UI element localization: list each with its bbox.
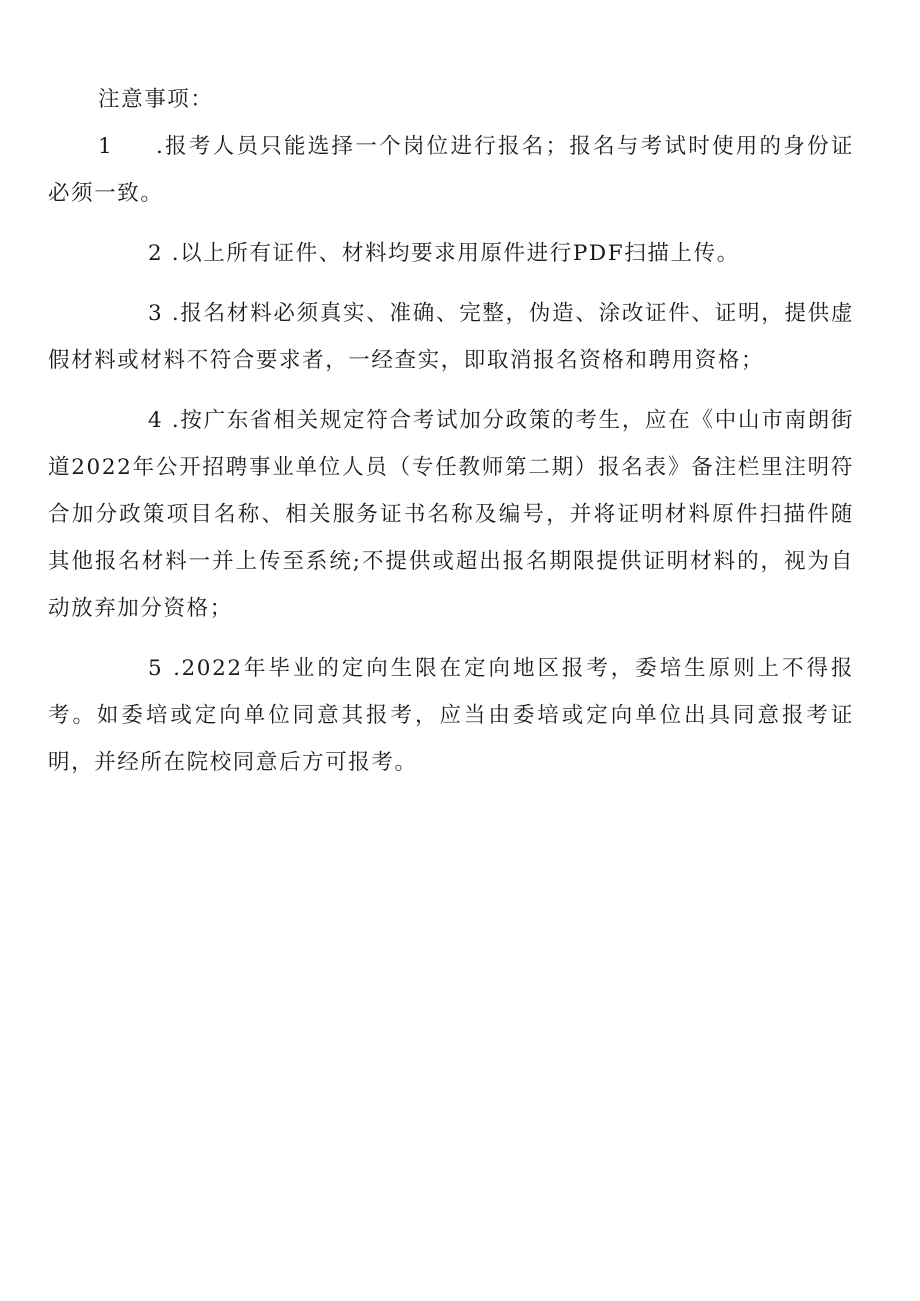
notice-item-4 bbox=[48, 397, 854, 632]
notice-item-3 bbox=[48, 290, 854, 384]
item-number: 2 bbox=[148, 241, 164, 266]
item-number: 4 bbox=[148, 408, 164, 433]
item-text: .报名材料必须真实、准确、完整，伪造、涂改证件、证明，提供虚假材料或材料不符合要求者，一经查实，即取消报名资格和聘用资格； bbox=[48, 301, 855, 373]
item-number: 5 bbox=[148, 656, 164, 681]
notice-heading: 注意事项： bbox=[98, 87, 214, 112]
item-text: .报考人员只能选择一个岗位进行报名；报名与考试时使用的身份证必须一致。 bbox=[48, 134, 854, 206]
document-page bbox=[48, 76, 854, 799]
item-text: .2022年毕业的定向生限在定向地区报考，委培生原则上不得报考。如委培或定向单位同意其报考，应当由委培或定向单位出具同意报考证明，并经所在院校同意后方可报考。 bbox=[48, 656, 854, 775]
notice-item-1 bbox=[48, 123, 854, 217]
item-text: .以上所有证件、材料均要求用原件进行PDF扫描上传。 bbox=[171, 241, 740, 266]
notice-item-2 bbox=[48, 230, 854, 277]
item-text: .按广东省相关规定符合考试加分政策的考生，应在《中山市南朗街道2022年公开招聘事业单位人员（专任教师第二期）报名表》备注栏里注明符合加分政策项目名称、相关服务证书名称及编号，并将证明材料原件扫描件随其他报名材料一并上传至系统;不提供或超出报名期限提供证明材料的，视为自动放弃加分资格； bbox=[48, 408, 855, 621]
item-number: 3 bbox=[148, 301, 164, 326]
notice-item-5 bbox=[48, 645, 854, 786]
item-number: 1 bbox=[98, 134, 114, 159]
